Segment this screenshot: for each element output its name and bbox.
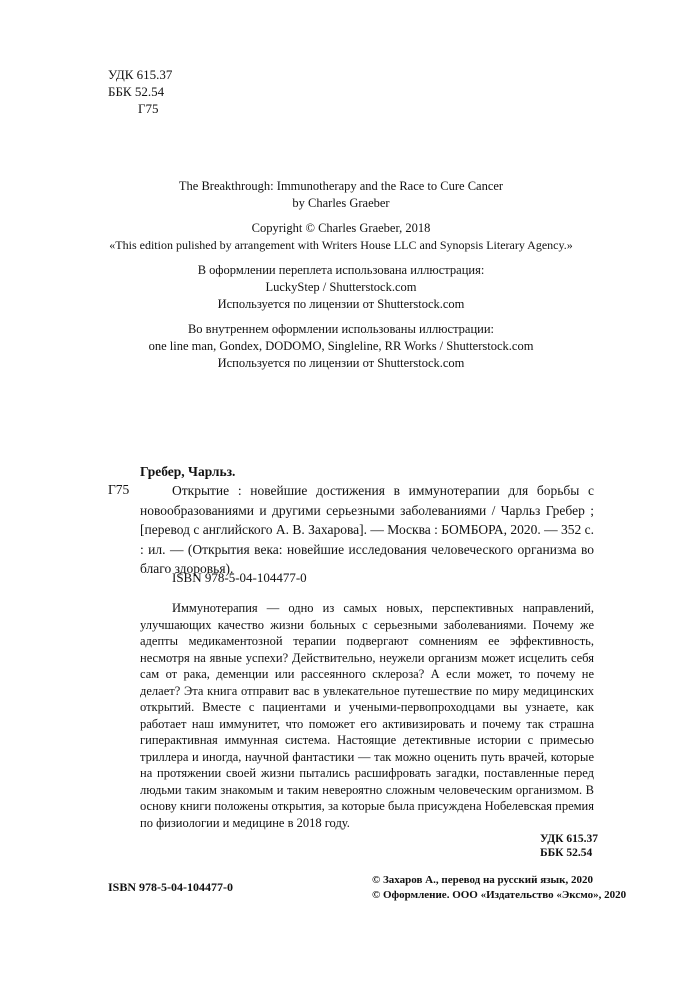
annotation-text: Иммунотерапия — одно из самых новых, перспективных направлений, улучшающих качество жизни больных с серьезными заболеваниями. Почему же адепты медикаментозной терапии подвергают сомнениям ее эффективность, несмотря на явные успехи? Действительно, неужели организм может исцелить себя сам от рака, деменции или рассеянного склероза? А если может, то почему не делает? Эта книга отправит вас в увлекательное путешествие по миру медицинских открытий. Вместе с пациентами и учеными-первопроходцами вы узнаете, как работает наш иммунитет, что поможет его активизировать и почему так страшна гиперактивная иммунная система. Настоящие детективные истории с примесью триллера и иногда, научной фантастики — так можно оценить путь врачей, которые на протяжении своей жизни пытались расшифровать загадки, поставленные перед людьми таким знакомым и таким невероятно сложным человеческим организмом. В основу книги положены открытия, за которые была присуждена Нобелевская премия по физиологии и медицине в 2018 году. [140, 601, 594, 830]
footer-bbk: ББК 52.54 [539, 847, 593, 859]
copyright-design: © Оформление. ООО «Издательство «Эксмо», 2020 [372, 888, 627, 901]
cover-credits-license: Используется по лицензии от Shutterstock.com [217, 297, 465, 311]
footer-copyrights [372, 873, 626, 902]
udk-code: УДК 615.37 [108, 67, 173, 82]
catalog-author: Гребер, Чарльз. [140, 464, 236, 479]
bbk-code: ББК 52.54 [108, 84, 165, 99]
copyright-line: Copyright © Charles Graeber, 2018 [251, 221, 431, 235]
footer-udk: УДК 615.37 [539, 833, 598, 845]
interior-credits-source: one line man, Gondex, DODOMO, Singleline, RR Works / Shutterstock.com [148, 339, 534, 353]
catalog-author-sign: Г75 [108, 482, 130, 497]
original-byline: by Charles Graeber [292, 196, 390, 210]
catalog-description: Открытие : новейшие достижения в иммунотерапии для борьбы с новообразованиями и другими серьезными заболеваниями / Чарльз Гребер ; [перевод с английского А. В. Захарова]. — Москва : БОМБОРА, 2020. — 352 с. : ил. — (Открытия века: новейшие исследования человеческого организма во благо здоровья). [140, 483, 594, 577]
copyright-translation: © Захаров А., перевод на русский язык, 2020 [372, 874, 593, 886]
catalog-entry [140, 462, 594, 578]
original-title: The Breakthrough: Immunotherapy and the Race to Cure Cancer [178, 179, 504, 193]
footer-codes [540, 832, 598, 860]
cover-credits-heading: В оформлении переплета использована иллюстрация: [197, 263, 485, 277]
author-sign: Г75 [138, 101, 159, 116]
catalog-isbn: ISBN 978-5-04-104477-0 [172, 570, 307, 585]
footer-isbn: ISBN 978-5-04-104477-0 [108, 880, 233, 894]
interior-credits-license: Используется по лицензии от Shutterstock.com [217, 356, 465, 370]
cover-credits-source: LuckyStep / Shutterstock.com [265, 280, 417, 294]
edition-notice: «This edition pulished by arrangement with Writers House LLC and Synopsis Literary Agency.» [109, 238, 573, 252]
interior-credits-heading: Во внутреннем оформлении использованы иллюстрации: [187, 322, 495, 336]
